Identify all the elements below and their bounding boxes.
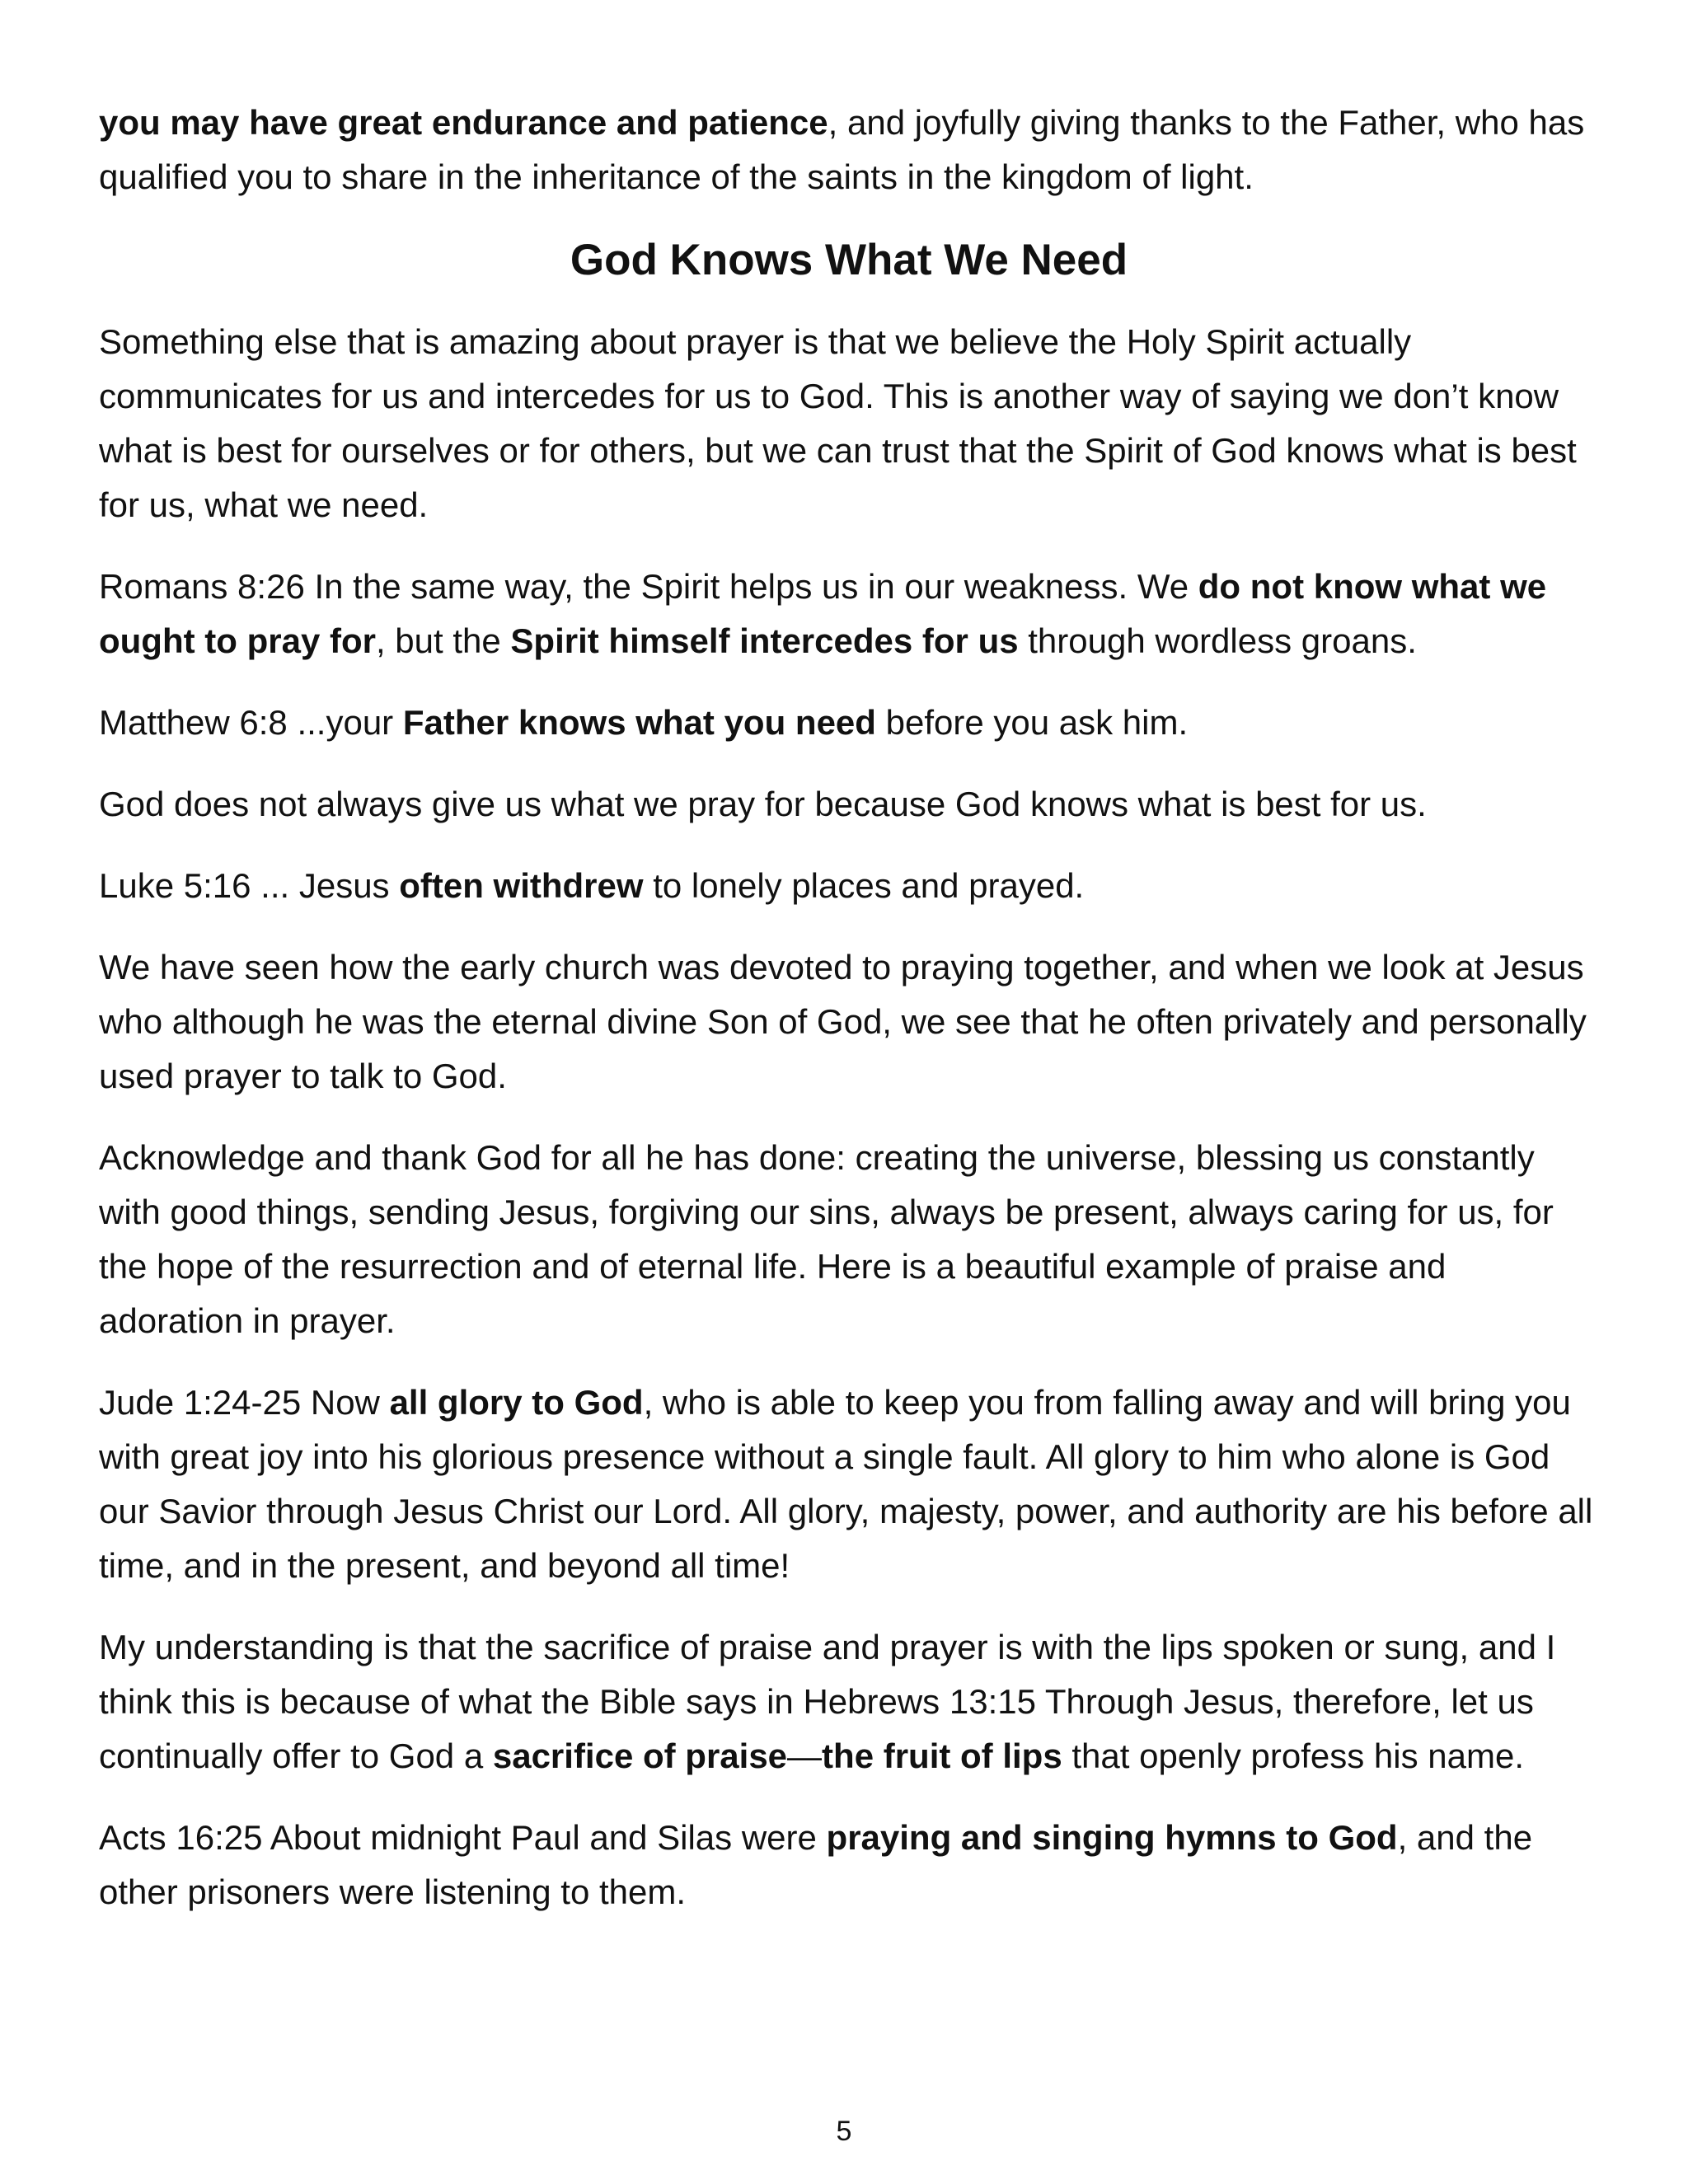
text-run: God does not always give us what we pray for because God knows what is best for us. — [99, 785, 1427, 823]
paragraph-god-knows — [99, 777, 1599, 832]
bold-text: the fruit of lips — [822, 1736, 1062, 1775]
paragraph-matthew — [99, 696, 1599, 750]
text-run: Acknowledge and thank God for all he has done: creating the universe, blessing us constantly with good things, sending Jesus, forgiving our sins, always be present, always caring for us, for the hope of the resurrection and of eternal life. Here is a beautiful example of praise and adoration in prayer. — [99, 1138, 1554, 1340]
bold-text: do not know what we ought to pray for — [99, 567, 1547, 660]
section-heading: God Knows What We Need — [570, 236, 1128, 284]
text-run: Matthew 6:8 ...your — [99, 703, 403, 742]
page-number: 5 — [836, 2116, 852, 2147]
paragraph-romans — [99, 560, 1599, 668]
text-run: , and the other prisoners were listening to them. — [99, 1818, 1533, 1911]
text-run: Jude 1:24-25 Now — [99, 1383, 390, 1422]
paragraph-acknowledge — [99, 1131, 1599, 1348]
text-run: that openly profess his name. — [1062, 1736, 1525, 1775]
text-run: before you ask him. — [875, 703, 1189, 742]
paragraph-luke — [99, 859, 1599, 913]
bold-text: praying and singing hymns to God — [826, 1818, 1398, 1857]
text-run: to lonely places and prayed. — [643, 866, 1085, 905]
text-run: through wordless groans. — [1018, 621, 1417, 660]
paragraph-acts — [99, 1811, 1599, 1919]
text-run: We have seen how the early church was devoted to praying together, and when we look at Jesus who although he was the eternal divine Son of God, we see that he often privately and personally used prayer to talk to God. — [99, 948, 1587, 1095]
text-run: Something else that is amazing about prayer is that we believe the Holy Spirit actually communicates for us and intercedes for us to God. This is another way of saying we don’t know what is best for ourselves or for others, but we can trust that the Spirit of God knows what is best for us, what we need. — [99, 322, 1577, 524]
text-run: Luke 5:16 ... Jesus — [99, 866, 400, 905]
bold-text: all glory to God — [389, 1383, 644, 1422]
paragraph-early-church — [99, 940, 1599, 1104]
document-page — [99, 96, 1599, 1947]
text-run: Romans 8:26 In the same way, the Spirit helps us in our weakness. We — [99, 567, 1198, 606]
paragraph-hebrews — [99, 1620, 1599, 1783]
text-run: — — [787, 1736, 823, 1775]
paragraph-jude — [99, 1376, 1599, 1593]
text-run: , and joyfully giving thanks to the Father, who has qualified you to share in the inheritance of the saints in the kingdom of light. — [99, 103, 1585, 196]
text-run: , but the — [375, 621, 511, 660]
bold-text: often withdrew — [399, 866, 644, 905]
bold-text: you may have great endurance and patience — [99, 103, 828, 142]
paragraph-holy-spirit — [99, 315, 1599, 532]
bold-text: sacrifice of praise — [492, 1736, 788, 1775]
intro-paragraph — [99, 96, 1599, 204]
bold-text: Spirit himself intercedes for us — [510, 621, 1019, 660]
bold-text: Father knows what you need — [402, 703, 876, 742]
text-run: My understanding is that the sacrifice of praise and prayer is with the lips spoken or sung, and I think this is because of what the Bible says in Hebrews 13:15 Through Jesus, therefore, let us continually offer to God a — [99, 1628, 1556, 1775]
text-run: , who is able to keep you from falling away and will bring you with great joy into his glorious presence without a single fault. All glory to him who alone is God our Savior through Jesus Christ our Lord. All glory, majesty, power, and authority are his before all time, and in the present, and beyond all time! — [99, 1383, 1593, 1585]
text-run: Acts 16:25 About midnight Paul and Silas were — [99, 1818, 827, 1857]
